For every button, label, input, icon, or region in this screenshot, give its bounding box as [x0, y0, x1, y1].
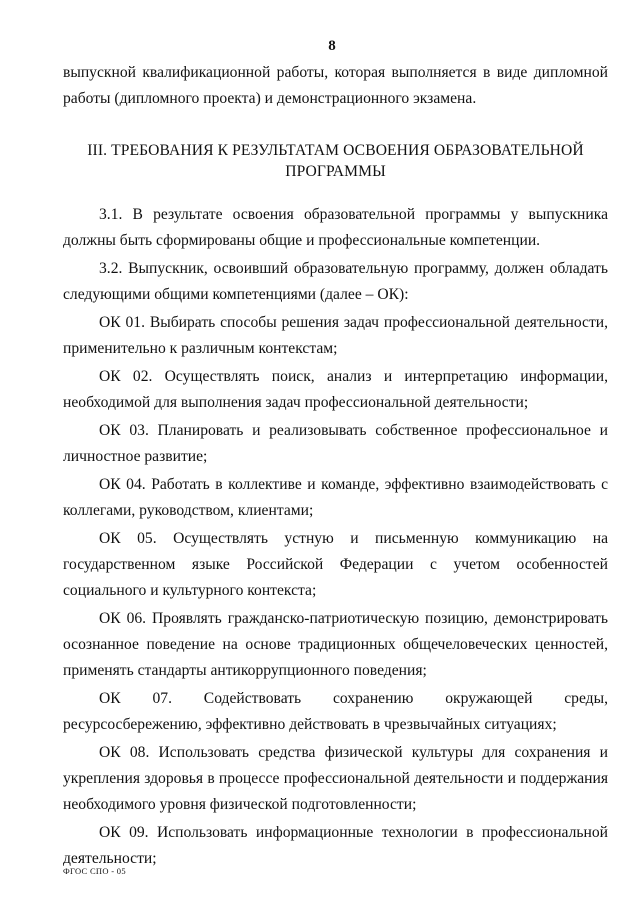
competency-ok-06: ОК 06. Проявлять гражданско-патриотическую позицию, демонстрировать осознанное поведение на основе традиционных общечеловеческих ценностей, применять стандарты антикоррупционного поведения; [63, 610, 608, 679]
intro-paragraph: выпускной квалификационной работы, которая выполняется в виде дипломной работы (дипломного проекта) и демонстрационного экзамена. [63, 64, 608, 107]
competency-ok-04: ОК 04. Работать в коллективе и команде, эффективно взаимодействовать с коллегами, руководством, клиентами; [63, 476, 608, 519]
paragraph-3-1: 3.1. В результате освоения образовательной программы у выпускника должны быть сформированы общие и профессиональные компетенции. [63, 206, 608, 249]
competency-ok-03: ОК 03. Планировать и реализовывать собственное профессиональное и личностное развитие; [63, 422, 608, 465]
section-heading-line-1: III. ТРЕБОВАНИЯ К РЕЗУЛЬТАТАМ ОСВОЕНИЯ ОБРАЗОВАТЕЛЬНОЙ [87, 142, 584, 159]
competencies-body [63, 202, 608, 872]
footer-document-code: ФГОС СПО - 05 [63, 866, 126, 876]
competency-ok-02: ОК 02. Осуществлять поиск, анализ и интерпретацию информации, необходимой для выполнения задач профессиональной деятельности; [63, 368, 608, 411]
section-heading [63, 140, 608, 182]
competency-ok-09: ОК 09. Использовать информационные технологии в профессиональной деятельности; [63, 824, 608, 867]
competency-ok-05: ОК 05. Осуществлять устную и письменную коммуникацию на государственном языке Российской Федерации с учетом особенностей социального и культурного контекста; [63, 530, 608, 599]
page-number: 8 [328, 38, 336, 54]
paragraph-3-2: 3.2. Выпускник, освоивший образовательную программу, должен обладать следующими общими компетенциями (далее – ОК): [63, 260, 608, 303]
intro-block [63, 60, 608, 112]
competency-ok-01: ОК 01. Выбирать способы решения задач профессиональной деятельности, применительно к различным контекстам; [63, 314, 608, 357]
competency-ok-08: ОК 08. Использовать средства физической культуры для сохранения и укрепления здоровья в процессе профессиональной деятельности и поддержания необходимого уровня физической подготовленности; [63, 744, 608, 813]
competency-ok-07: ОК 07. Содействовать сохранению окружающей среды, ресурсосбережению, эффективно действовать в чрезвычайных ситуациях; [63, 690, 608, 733]
section-heading-line-2: ПРОГРАММЫ [285, 163, 386, 180]
